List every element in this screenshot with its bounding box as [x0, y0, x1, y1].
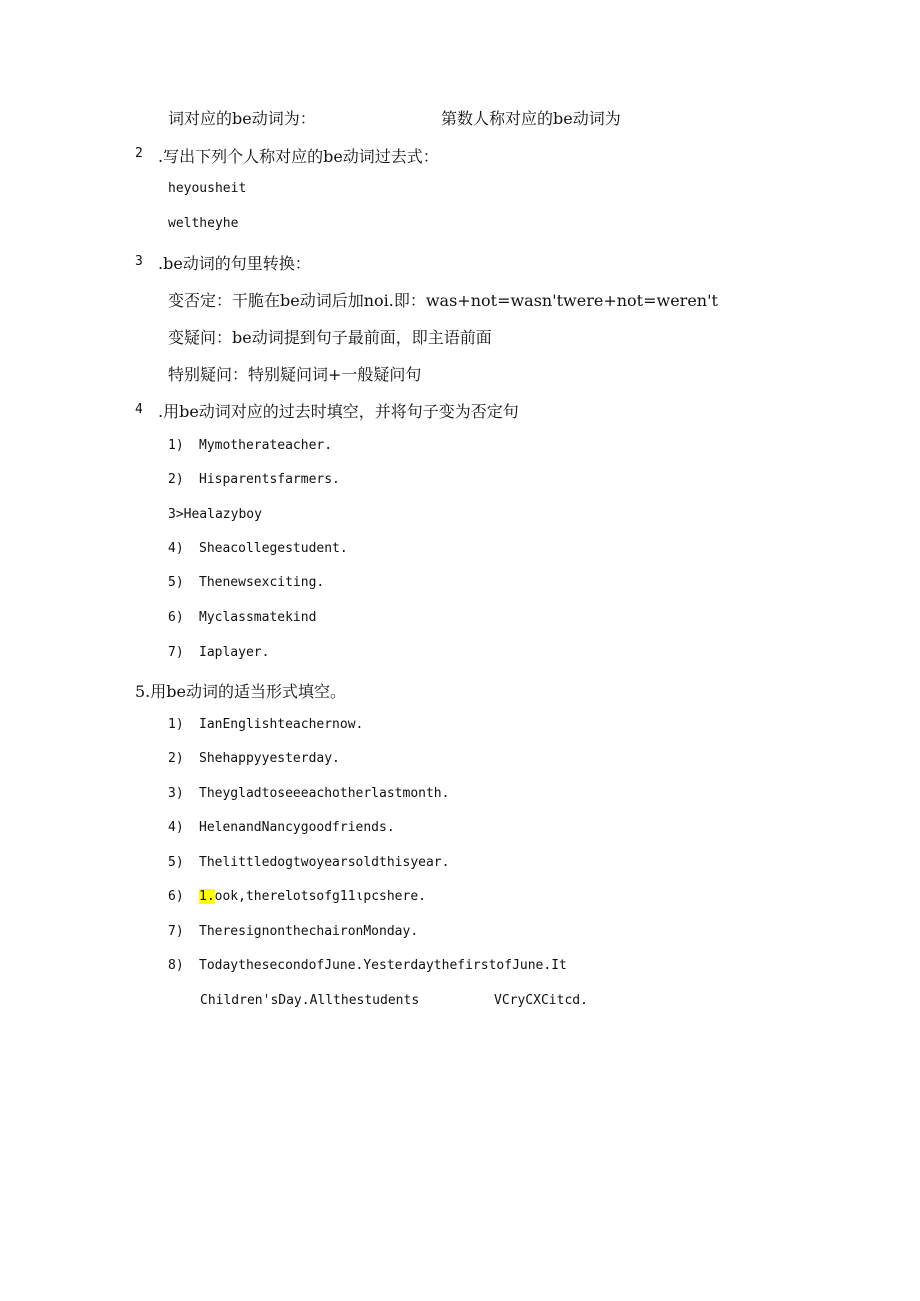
list-item: TheresignonthechaironMonday. — [199, 924, 419, 939]
list-item: Sheacollegestudent. — [199, 541, 348, 556]
list-item-number: 4) — [168, 820, 184, 835]
section-4-number: 4 — [135, 402, 143, 417]
list-item: Hisparentsfarmers. — [199, 472, 340, 487]
list-item-number: 5) — [168, 855, 184, 870]
section-4-title: .用be动词对应的过去时填空，并将句子变为否定句 — [158, 402, 519, 421]
list-item-number: 6) — [168, 610, 184, 625]
list-item: Thelittledogtwoyearsoldthisyear. — [199, 855, 450, 870]
list-item: Iaplayer. — [199, 645, 270, 660]
list-item-number: 7) — [168, 645, 184, 660]
list-item: Thenewsexciting. — [199, 575, 325, 590]
section-2-row-2: weltheyhe — [168, 216, 239, 231]
list-item-number: 1) — [168, 438, 184, 453]
section-5-title: 5.用be动词的适当形式填空。 — [135, 682, 346, 701]
list-item-number: 8) — [168, 958, 184, 973]
list-item-number: 5) — [168, 575, 184, 590]
section-3-number: 3 — [135, 254, 143, 269]
list-item-continuation: Children'sDay.Allthestudents — [200, 993, 420, 1008]
list-item-number: 2) — [168, 472, 184, 487]
list-item-text: ook,therelotsofg11ιpcshere. — [214, 889, 426, 904]
list-item-continuation-answer: VCryCXCitcd. — [494, 993, 588, 1008]
section-3-title: .be动词的句里转换： — [158, 254, 311, 273]
list-item: Mymotherateacher. — [199, 438, 333, 453]
section-2-row-1: heyousheit — [168, 181, 247, 196]
list-item-number: 7) — [168, 924, 184, 939]
list-item — [199, 889, 426, 904]
list-item-number: 4) — [168, 541, 184, 556]
fill-in-label-singular: 词对应的be动词为： — [168, 109, 316, 128]
list-item: Shehappyyesterday. — [199, 751, 340, 766]
list-item: HelenandNancygoodfriends. — [199, 820, 395, 835]
list-item: 3>Healazyboy — [168, 507, 262, 522]
section-2-number: 2 — [135, 146, 143, 161]
question-rule: 变疑问：be动词提到句子最前面，即主语前面 — [168, 328, 492, 347]
highlighted-text: 1. — [199, 889, 215, 904]
fill-in-label-plural: 第数人称对应的be动词为 — [441, 109, 621, 128]
list-item: Myclassmatekind — [199, 610, 317, 625]
list-item-number: 2) — [168, 751, 184, 766]
list-item-number: 6) — [168, 889, 184, 904]
list-item: Theygladtoseeeachotherlastmonth. — [199, 786, 450, 801]
negation-rule: 变否定：干脆在be动词后加noi.即：was+not=wasn'twere+not=weren't — [168, 291, 718, 310]
list-item-number: 3) — [168, 786, 184, 801]
wh-question-rule: 特别疑问：特别疑问词+一般疑问句 — [168, 365, 422, 384]
section-2-title: .写出下列个人称对应的be动词过去式： — [158, 147, 439, 166]
list-item: TodaythesecondofJune.YesterdaythefirstofJune.It — [199, 958, 567, 973]
list-item-number: 1) — [168, 717, 184, 732]
list-item: IanEnglishteachernow. — [199, 717, 364, 732]
